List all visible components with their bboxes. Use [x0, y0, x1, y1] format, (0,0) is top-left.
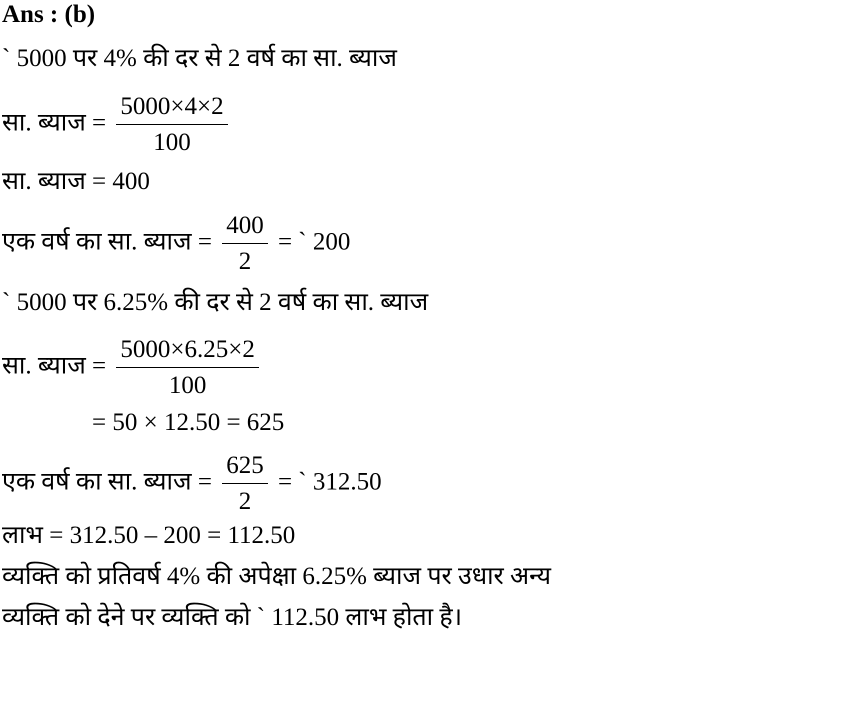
fraction	[116, 92, 227, 158]
fraction	[116, 335, 258, 401]
equation-label: एक वर्ष का सा. ब्याज =	[2, 228, 212, 256]
equation-label: सा. ब्याज =	[2, 109, 107, 137]
statement-line-5: ` 5000 पर 6.25% की दर से 2 वर्ष का सा. ब्याज	[2, 289, 429, 316]
equation-interest-result-400: सा. ब्याज = 400	[2, 168, 150, 195]
denominator: 100	[168, 372, 207, 399]
fraction	[222, 211, 268, 277]
conclusion-line-1: व्यक्ति को प्रतिवर्ष 4% की अपेक्षा 6.25% ब्याज पर उधार अन्य	[2, 563, 552, 590]
denominator: 100	[153, 129, 191, 156]
fraction	[222, 451, 268, 517]
profit-calculation: लाभ = 312.50 – 200 = 112.50	[2, 522, 296, 549]
equation-yearly-interest-312-50	[2, 451, 382, 517]
equation-label: सा. ब्याज =	[2, 352, 107, 380]
equation-yearly-interest-200	[2, 211, 350, 277]
numerator: 400	[222, 211, 268, 244]
equation-interest-4pct	[2, 92, 232, 158]
statement-line-1: ` 5000 पर 4% की दर से 2 वर्ष का सा. ब्याज	[2, 45, 397, 72]
equation-interest-6-25pct	[2, 335, 263, 401]
denominator: 2	[238, 488, 252, 515]
numerator: 625	[222, 451, 268, 484]
equation-interest-result-625: = 50 × 12.50 = 625	[92, 409, 285, 436]
equation-label: एक वर्ष का सा. ब्याज =	[2, 468, 212, 496]
conclusion-line-2: व्यक्ति को देने पर व्यक्ति को ` 112.50 लाभ होता है।	[2, 604, 463, 631]
answer-heading: Ans : (b)	[2, 1, 96, 28]
equation-result: = ` 312.50	[277, 468, 382, 496]
equation-result: = ` 200	[277, 228, 351, 256]
numerator: 5000×4×2	[116, 92, 227, 125]
numerator: 5000×6.25×2	[116, 335, 258, 368]
denominator: 2	[238, 248, 252, 275]
